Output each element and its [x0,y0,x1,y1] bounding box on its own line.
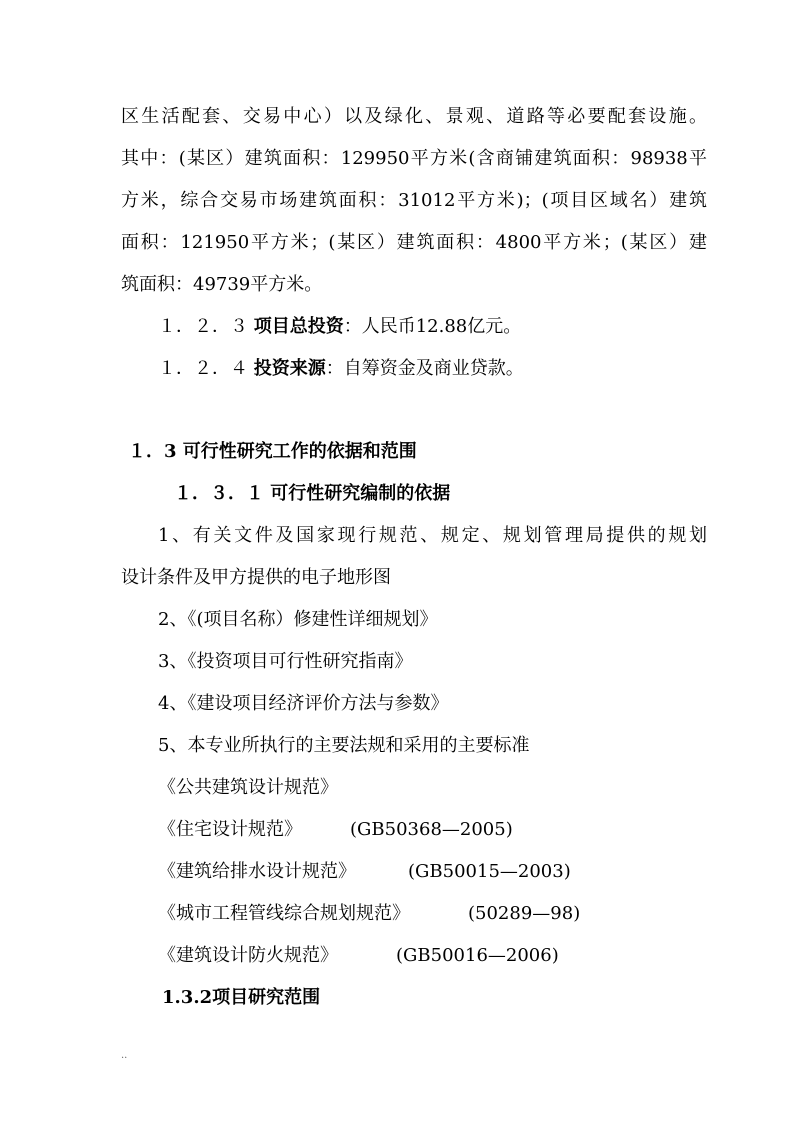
basis-item-5: 5、本专业所执行的主要法规和采用的主要标准 [158,735,530,756]
section-1-3-2-heading: 1.3.2项目研究范围 [162,987,321,1008]
standard-4 [158,902,581,926]
item-1-2-3-label: 项目总投资 [253,316,344,337]
standard-title: 《公共建筑设计规范》 [158,777,338,798]
paragraph-line-1: 区生活配套、交易中心）以及绿化、景观、道路等必要配套设施。 [121,106,707,127]
basis-item-1-line-1: 1、有关文件及国家现行规范、规定、规划管理局提供的规划 [158,525,707,546]
item-1-2-3-number: １．２．３ [158,316,248,337]
item-1-2-4-number: １．２．４ [158,358,248,379]
standard-1 [158,776,338,800]
item-1-2-3 [158,315,521,339]
standard-title: 《建筑给排水设计规范》 [158,861,356,882]
standard-title: 《城市工程管线综合规划规范》 [158,903,410,924]
paragraph-line-3: 方米，综合交易市场建筑面积：31012平方米)；(项目区域名）建筑 [121,190,707,211]
item-1-2-4-text: ：自筹资金及商业贷款。 [325,358,524,379]
standard-code: (GB50015—2003) [408,861,571,882]
standard-title: 《建筑设计防火规范》 [158,945,338,966]
standard-code: (50289—98) [468,903,581,924]
basis-item-2: 2、《(项目名称）修建性详细规划》 [158,609,438,630]
standard-5 [158,944,559,968]
paragraph-line-2: 其中：(某区）建筑面积：129950平方米(含商铺建筑面积：98938平 [121,148,707,169]
paragraph-line-5: 筑面积：49739平方米。 [121,274,323,295]
footer-mark: .. [121,1050,128,1061]
standard-code: (GB50368—2005) [350,819,513,840]
basis-item-3: 3、《投资项目可行性研究指南》 [158,651,413,672]
basis-item-1-line-2: 设计条件及甲方提供的电子地形图 [121,567,391,588]
item-1-2-4-label: 投资来源 [253,358,326,379]
standard-title: 《住宅设计规范》 [158,819,302,840]
standard-3 [158,860,571,884]
item-1-2-3-text: ：人民币12.88亿元。 [343,316,522,337]
paragraph-line-4: 面积：121950平方米；(某区）建筑面积：4800平方米；(某区）建 [121,232,707,253]
standard-2 [158,818,513,842]
section-1-3-1-heading: １．３．１ 可行性研究编制的依据 [174,483,451,504]
standard-code: (GB50016—2006) [396,945,559,966]
item-1-2-4 [158,357,524,381]
basis-item-4: 4、《建设项目经济评价方法与参数》 [158,693,449,714]
section-1-3-heading: １．3 可行性研究工作的依据和范围 [128,441,417,462]
